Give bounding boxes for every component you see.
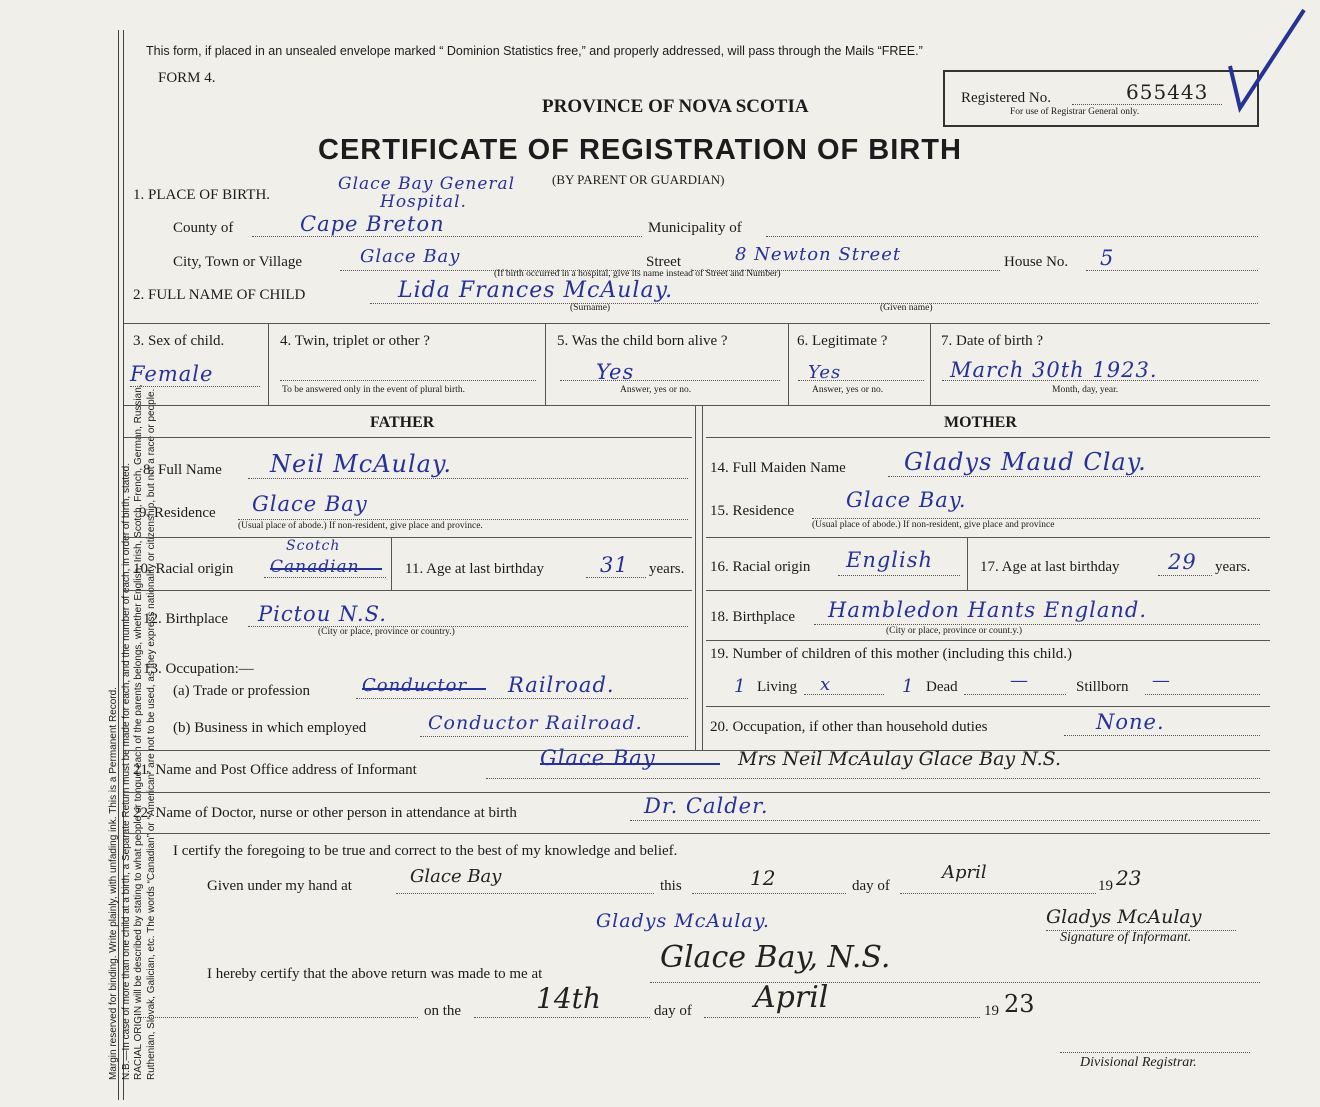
field-line <box>248 626 688 627</box>
margin-line: Margin reserved for binding. Write plainly, with unfading ink. This is a Permanent Record. <box>108 687 119 1080</box>
mother-birthplace-value: Hambledon Hants England. <box>828 598 1148 622</box>
dead-label: Dead <box>926 679 958 695</box>
field-line <box>396 893 654 894</box>
living-mark: x <box>820 674 832 695</box>
father-years-label: years. <box>649 561 685 577</box>
frame-line <box>788 323 789 405</box>
field-line <box>238 519 688 520</box>
field-line <box>704 1017 980 1018</box>
trade-value: Railroad. <box>508 673 615 697</box>
frame-line <box>124 323 1270 324</box>
given-label: Given under my hand at <box>207 878 352 894</box>
sex-value: Female <box>130 362 214 386</box>
check-mark-icon <box>1228 6 1308 116</box>
father-name-value: Neil McAulay. <box>270 450 452 478</box>
place-of-birth-value: Hospital. <box>380 192 467 212</box>
house-value: 5 <box>1100 246 1115 270</box>
frame-line <box>124 750 1270 751</box>
sex-label: 3. Sex of child. <box>133 333 225 349</box>
frame-line <box>706 640 1270 641</box>
field-line <box>1072 104 1222 105</box>
mother-name-label: 14. Full Maiden Name <box>710 460 846 476</box>
stillborn-label: Stillborn <box>1076 679 1129 695</box>
father-residence-value: Glace Bay <box>252 492 368 516</box>
born-alive-value: Yes <box>596 360 635 384</box>
mother-racial-value: English <box>846 548 934 572</box>
father-birthplace-label: 12. Birthplace <box>143 611 228 627</box>
father-birthplace-value: Pictou N.S. <box>258 602 387 626</box>
father-name-label: 8. Full Name <box>143 462 222 478</box>
dead-value: — <box>1010 670 1029 691</box>
signature-left: Gladys McAulay. <box>596 910 770 932</box>
child-name-label: 2. FULL NAME OF CHILD <box>133 287 306 303</box>
field-line <box>586 577 646 578</box>
field-line <box>766 236 1258 237</box>
given-day: 12 <box>750 866 776 890</box>
informant-struck: Glace Bay <box>540 746 656 770</box>
given-place: Glace Bay <box>410 866 502 887</box>
signature-label: Signature of Informant. <box>1060 930 1192 945</box>
field-line <box>1060 1052 1250 1053</box>
registrar-month: April <box>754 980 829 1015</box>
strikethrough <box>270 568 382 570</box>
given-name-note: (Given name) <box>880 303 933 313</box>
field-line <box>264 577 386 578</box>
mother-heading: MOTHER <box>944 414 1017 431</box>
informant-value: Mrs Neil McAulay Glace Bay N.S. <box>738 748 1062 770</box>
business-label: (b) Business in which employed <box>173 720 367 736</box>
field-line <box>900 893 1096 894</box>
strikethrough <box>540 763 720 765</box>
frame-line <box>706 537 1270 538</box>
frame-line <box>706 437 1270 438</box>
informant-label: 21. Name and Post Office address of Informant <box>133 762 417 778</box>
city-label: City, Town or Village <box>173 254 303 270</box>
field-line <box>692 893 846 894</box>
certificate-subtitle: (BY PARENT OR GUARDIAN) <box>552 172 725 187</box>
dead-count: 1 <box>902 676 915 697</box>
registrar-year: 23 <box>1004 990 1035 1018</box>
onthe-label: on the <box>424 1003 462 1019</box>
doctor-value: Dr. Calder. <box>644 794 769 818</box>
living-label: Living <box>757 679 797 695</box>
mother-years-label: years. <box>1215 559 1251 575</box>
registrar-place: Glace Bay, N.S. <box>660 940 891 975</box>
field-line <box>252 236 642 237</box>
strikethrough <box>362 688 486 690</box>
legitimate-value: Yes <box>808 362 842 383</box>
mother-occupation-label: 20. Occupation, if other than household duties <box>710 719 988 735</box>
father-racial-value: Scotch <box>286 538 341 554</box>
field-line <box>420 736 688 737</box>
frame-line <box>124 590 692 591</box>
frame-line <box>124 437 692 438</box>
field-line <box>814 624 1260 625</box>
mother-occupation-value: None. <box>1096 710 1165 734</box>
mother-birthplace-label: 18. Birthplace <box>710 609 795 625</box>
field-line <box>630 820 1260 821</box>
dayof-label: day of <box>852 878 890 894</box>
registered-number: 655443 <box>1126 80 1209 104</box>
registered-label: Registered No. <box>961 90 1051 106</box>
doctor-label: 22. Name of Doctor, nurse or other person in attendance at birth <box>133 805 517 821</box>
frame-line <box>706 706 1270 707</box>
mother-birthplace-note: (City or place, province or count.y.) <box>886 626 1023 636</box>
frame-line <box>706 590 1270 591</box>
frame-line <box>268 323 269 405</box>
street-value: 8 Newton Street <box>735 244 902 265</box>
house-label: House No. <box>1004 254 1069 270</box>
children-count-label: 19. Number of children of this mother (including this child.) <box>710 646 1073 662</box>
field-line <box>1145 694 1260 695</box>
mother-residence-label: 15. Residence <box>710 503 795 519</box>
living-count: 1 <box>734 676 747 697</box>
dob-label: 7. Date of birth ? <box>941 333 1044 349</box>
child-name-value: Lida Frances McAulay. <box>398 278 674 303</box>
city-value: Glace Bay <box>360 246 461 267</box>
field-line <box>486 778 1260 779</box>
legitimate-note: Answer, yes or no. <box>812 385 884 395</box>
margin-line: Ruthenian, Slovak, Galician, etc. The words “Canadian” or “American” are not to be used, as they express nationality or citizenship, but not a race or people. <box>145 388 157 1080</box>
certify-statement: I certify the foregoing to be true and correct to the best of my knowledge and belief. <box>173 843 678 859</box>
given-year: 23 <box>1116 866 1142 890</box>
certificate-title: CERTIFICATE OF REGISTRATION OF BIRTH <box>318 134 962 166</box>
place-of-birth-label: 1. PLACE OF BIRTH. <box>133 187 271 203</box>
father-residence-note: (Usual place of abode.) If non-resident, give place and province. <box>238 521 483 531</box>
born-alive-label: 5. Was the child born alive ? <box>557 333 728 349</box>
field-line <box>248 478 688 479</box>
margin-line: N.B.—In case of more than one child at a birth, a Separate Return must be made for each, and the number of each, in order of birth, stated. <box>120 462 132 1080</box>
street-label: Street <box>646 254 681 270</box>
hospital-note: (If birth occurred in a hospital, give its name instead of Street and Number) <box>494 269 781 279</box>
stillborn-value: — <box>1152 670 1171 691</box>
trade-struck: Conductor <box>362 675 468 696</box>
field-line <box>1064 735 1260 736</box>
province-heading: PROVINCE OF NOVA SCOTIA <box>542 96 809 117</box>
field-line <box>812 518 1260 519</box>
frame-line <box>930 323 931 405</box>
mail-notice: This form, if placed in an unsealed envelope marked “ Dominion Statistics free,” and properly addressed, will pass through the Mails “FREE.” <box>146 44 923 58</box>
margin-line: RACIAL ORIGIN will be described by stating to what people or tongue each of the parents belongs, whether English, Irish, Scotch, French, German, Russian, <box>133 384 144 1080</box>
field-line <box>888 476 1260 477</box>
field-line <box>838 575 960 576</box>
dob-value: March 30th 1923. <box>950 358 1158 382</box>
municipality-label: Municipality of <box>648 220 742 236</box>
mother-age-value: 29 <box>1168 550 1197 574</box>
mother-residence-note: (Usual place of abode.) If non-resident, give place and province <box>812 520 1055 530</box>
father-heading: FATHER <box>370 414 435 431</box>
field-line <box>370 303 1258 304</box>
county-label: County of <box>173 220 234 236</box>
dob-note: Month, day, year. <box>1052 385 1119 395</box>
father-age-label: 11. Age at last birthday <box>405 561 544 577</box>
registrar-dayof-label: day of <box>654 1003 692 1019</box>
registrar-day: 14th <box>536 982 601 1015</box>
place-of-birth-value: Glace Bay General <box>338 174 516 194</box>
registrar-statement: I hereby certify that the above return was made to me at <box>207 966 543 982</box>
mother-residence-value: Glace Bay. <box>846 488 967 512</box>
mother-name-value: Gladys Maud Clay. <box>904 448 1147 476</box>
father-age-value: 31 <box>600 553 629 577</box>
frame-line <box>967 537 968 590</box>
business-value: Conductor Railroad. <box>428 712 643 734</box>
mother-age-label: 17. Age at last birthday <box>980 559 1120 575</box>
father-racial-label: 10. Racial origin <box>133 561 234 577</box>
field-line <box>356 698 688 699</box>
field-line <box>964 694 1066 695</box>
mother-racial-label: 16. Racial origin <box>710 559 811 575</box>
frame-line <box>124 833 1270 834</box>
given-month: April <box>942 862 987 883</box>
registrar-note: For use of Registrar General only. <box>1010 107 1140 117</box>
county-value: Cape Breton <box>300 212 445 236</box>
field-line <box>804 694 884 695</box>
legitimate-label: 6. Legitimate ? <box>797 333 888 349</box>
field-line <box>280 380 536 381</box>
trade-label: (a) Trade or profession <box>173 683 311 699</box>
field-line <box>560 380 780 381</box>
field-line <box>130 386 260 387</box>
frame-line <box>391 537 392 590</box>
frame-line <box>702 405 703 750</box>
father-residence-label: 9. Residence <box>139 505 216 521</box>
field-line <box>650 982 1260 983</box>
field-line <box>1158 575 1212 576</box>
father-birthplace-note: (City or place, province or country.) <box>318 627 455 637</box>
father-racial-struck: Canadian <box>270 557 360 577</box>
form-number: FORM 4. <box>158 70 216 86</box>
frame-line <box>124 405 1270 406</box>
twin-note: To be answered only in the event of plural birth. <box>282 385 465 395</box>
signature-right: Gladys McAulay <box>1046 906 1202 928</box>
frame-line <box>124 537 692 538</box>
field-line <box>140 1017 418 1018</box>
born-alive-note: Answer, yes or no. <box>620 385 692 395</box>
field-line <box>1086 270 1258 271</box>
twin-label: 4. Twin, triplet or other ? <box>280 333 430 349</box>
surname-note: (Surname) <box>570 303 611 313</box>
year-prefix: 19 <box>1098 878 1113 894</box>
field-line <box>798 380 924 381</box>
frame-line <box>545 323 546 405</box>
field-line <box>942 380 1258 381</box>
registrar-year-prefix: 19 <box>984 1003 999 1019</box>
this-label: this <box>660 878 682 894</box>
frame-line <box>124 792 1270 793</box>
frame-line <box>695 405 696 750</box>
occupation-label: 13. Occupation:— <box>143 661 254 677</box>
registrar-label: Divisional Registrar. <box>1080 1055 1197 1070</box>
margin-instructions <box>108 0 158 1080</box>
field-line <box>474 1017 650 1018</box>
